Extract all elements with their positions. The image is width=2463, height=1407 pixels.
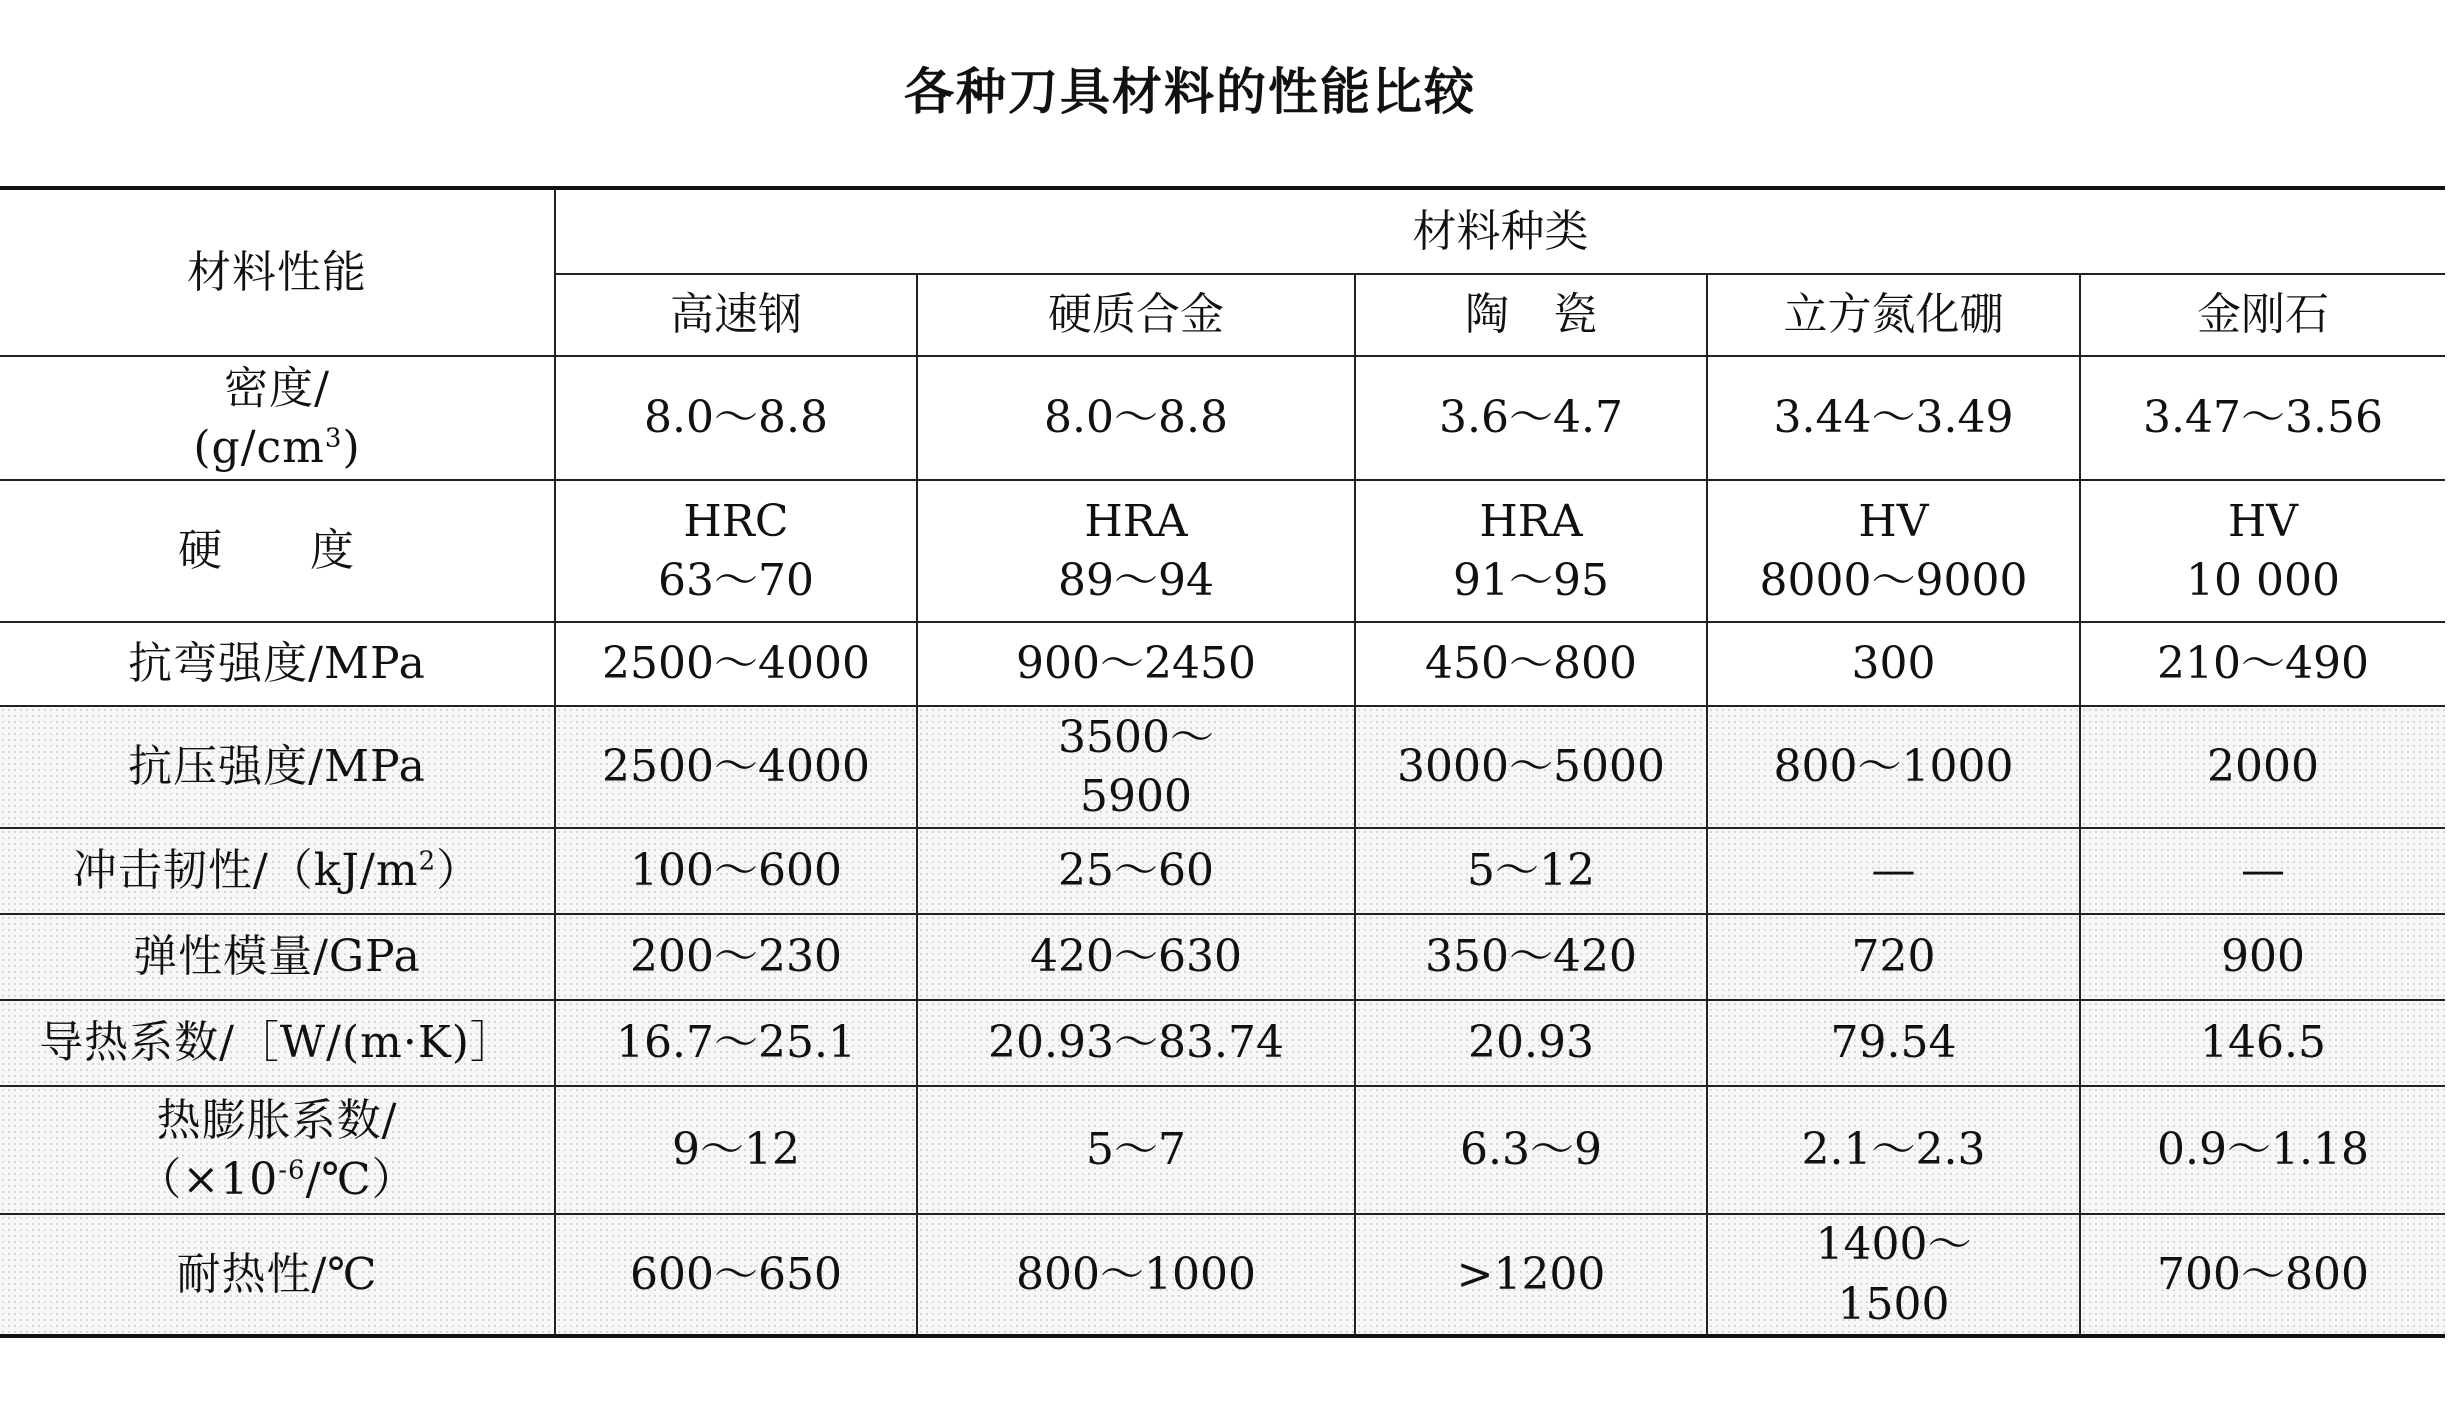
table-cell: 20.93～83.74 <box>917 1000 1355 1086</box>
table-cell: 2500～4000 <box>555 622 917 706</box>
table-cell: HRC 63～70 <box>555 480 917 622</box>
table-row <box>0 1086 2445 1214</box>
table-cell: 6.3～9 <box>1355 1086 1707 1214</box>
property-label: 密度/ $(g/cm^3)$ <box>0 356 555 480</box>
table-row <box>0 1214 2445 1336</box>
table-row <box>0 914 2445 1000</box>
property-label: 导热系数/［W/(m·K)］ <box>0 1000 555 1086</box>
table-cell: 3.47～3.56 <box>2080 356 2445 480</box>
table-row <box>0 1000 2445 1086</box>
table-cell: 20.93 <box>1355 1000 1707 1086</box>
property-label: 弹性模量/GPa <box>0 914 555 1000</box>
table-cell: 800～1000 <box>917 1214 1355 1336</box>
table-row <box>0 356 2445 480</box>
table-row <box>0 622 2445 706</box>
page-title: 各种刀具材料的性能比较 <box>904 63 1476 121</box>
table-cell: >1200 <box>1355 1214 1707 1336</box>
table-cell: HRA 91～95 <box>1355 480 1707 622</box>
table-cell: 2500～4000 <box>555 706 917 828</box>
column-header: 金刚石 <box>2080 274 2445 356</box>
table-cell: — <box>1707 828 2080 914</box>
table-cell: 8.0～8.8 <box>555 356 917 480</box>
group-header: 材料种类 <box>555 188 2445 274</box>
table-row <box>0 706 2445 828</box>
table-cell: 5～12 <box>1355 828 1707 914</box>
table-cell: 300 <box>1707 622 2080 706</box>
property-label: 热膨胀系数/ $(\times 10^{-6}/℃)$ <box>0 1086 555 1214</box>
table-cell: HV 10 000 <box>2080 480 2445 622</box>
column-header: 立方氮化硼 <box>1707 274 2080 356</box>
table-cell: 1400～ 1500 <box>1707 1214 2080 1336</box>
table-cell: 16.7～25.1 <box>555 1000 917 1086</box>
table-cell: 3000～5000 <box>1355 706 1707 828</box>
table-cell: 900 <box>2080 914 2445 1000</box>
table-row <box>0 480 2445 622</box>
table-cell: 3500～ 5900 <box>917 706 1355 828</box>
property-label: 抗弯强度/MPa <box>0 622 555 706</box>
table-cell: 700～800 <box>2080 1214 2445 1336</box>
column-header: 高速钢 <box>555 274 917 356</box>
property-label: 硬 度 <box>0 480 555 622</box>
table-cell: 25～60 <box>917 828 1355 914</box>
table-cell: 900～2450 <box>917 622 1355 706</box>
table-cell: 2000 <box>2080 706 2445 828</box>
table-cell: 450～800 <box>1355 622 1707 706</box>
table-cell: 0.9～1.18 <box>2080 1086 2445 1214</box>
table-cell: 210～490 <box>2080 622 2445 706</box>
table-cell: 420～630 <box>917 914 1355 1000</box>
table-cell: 8.0～8.8 <box>917 356 1355 480</box>
table-cell: 5～7 <box>917 1086 1355 1214</box>
table-cell: HRA 89～94 <box>917 480 1355 622</box>
property-label: 抗压强度/MPa <box>0 706 555 828</box>
table-cell: 2.1～2.3 <box>1707 1086 2080 1214</box>
table-cell: 9～12 <box>555 1086 917 1214</box>
table-cell: 200～230 <box>555 914 917 1000</box>
table-cell: 3.44～3.49 <box>1707 356 2080 480</box>
table-cell: 800～1000 <box>1707 706 2080 828</box>
table-cell: 350～420 <box>1355 914 1707 1000</box>
table-cell: 100～600 <box>555 828 917 914</box>
table-row <box>0 828 2445 914</box>
property-label: 耐热性/℃ <box>0 1214 555 1336</box>
property-label: 冲击韧性$/(kJ/m^2)$ <box>0 828 555 914</box>
table-cell: 146.5 <box>2080 1000 2445 1086</box>
table-cell: — <box>2080 828 2445 914</box>
comparison-table <box>0 186 2445 1338</box>
table-cell: 600～650 <box>555 1214 917 1336</box>
table-cell: 720 <box>1707 914 2080 1000</box>
table-cell: 79.54 <box>1707 1000 2080 1086</box>
table-cell: 3.6～4.7 <box>1355 356 1707 480</box>
column-header: 陶 瓷 <box>1355 274 1707 356</box>
table-cell: HV 8000～9000 <box>1707 480 2080 622</box>
column-header: 硬质合金 <box>917 274 1355 356</box>
row-header: 材料性能 <box>0 188 555 356</box>
